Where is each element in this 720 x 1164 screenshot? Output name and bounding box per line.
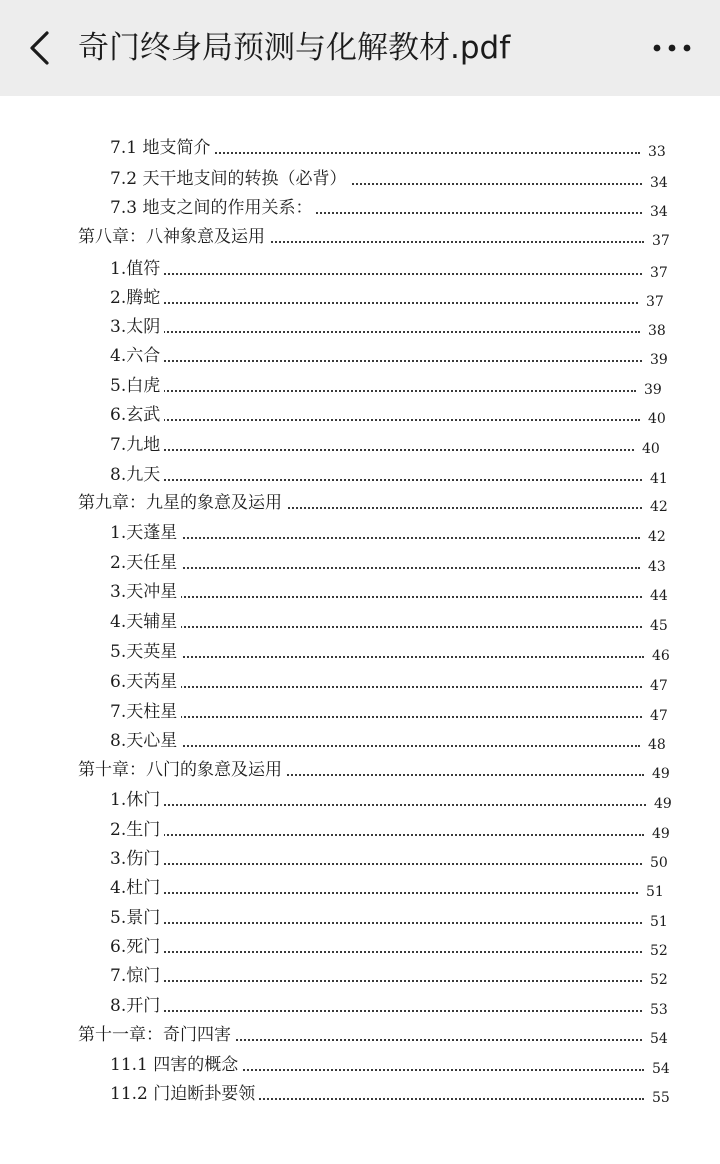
toc-entry-label: 7.3 地支之间的作用关系：: [110, 193, 316, 223]
more-dots-icon: [652, 43, 692, 53]
toc-page-number: 54: [650, 1031, 668, 1047]
toc-entry-label: 3.伤门: [110, 844, 164, 874]
toc-dot-leader: [120, 449, 634, 451]
toc-dot-leader: [120, 390, 636, 392]
toc-entry-label: 5.景门: [110, 903, 164, 933]
toc-page-number: 52: [650, 943, 668, 959]
toc-section-row[interactable]: [0, 430, 720, 460]
toc-entry-label: 11.2 门迫断卦要领: [110, 1079, 259, 1109]
toc-dot-leader: [120, 863, 642, 865]
toc-section-row[interactable]: [0, 518, 720, 548]
toc-dot-leader: [120, 1010, 642, 1012]
toc-section-row[interactable]: [0, 371, 720, 401]
toc-page-number: 47: [650, 678, 668, 694]
toc-section-row[interactable]: [0, 341, 720, 371]
toc-section-row[interactable]: [0, 1079, 720, 1109]
toc-section-row[interactable]: [0, 254, 720, 284]
toc-page-number: 39: [644, 382, 662, 398]
toc-entry-label: 1.天蓬星: [110, 518, 181, 548]
toc-entry-label: 8.开门: [110, 991, 164, 1021]
toc-dot-leader: [120, 980, 642, 982]
toc-page-number: 37: [650, 265, 668, 281]
back-button[interactable]: [14, 22, 66, 74]
toc-entry-label: 7.天柱星: [110, 697, 181, 727]
toc-page-number: 42: [650, 499, 668, 515]
toc-section-row[interactable]: [0, 193, 720, 223]
top-bar: [0, 0, 720, 97]
toc-page-number: 41: [650, 471, 668, 487]
toc-entry-label: 第十一章：奇门四害: [78, 1020, 235, 1050]
toc-entry-label: 第十章：八门的象意及运用: [78, 755, 286, 785]
toc-section-row[interactable]: [0, 932, 720, 962]
toc-dot-leader: [120, 951, 642, 953]
toc-entry-label: 7.九地: [110, 430, 164, 460]
toc-dot-leader: [120, 626, 642, 628]
toc-entry-label: 3.天冲星: [110, 577, 181, 607]
toc-chapter-row[interactable]: [0, 1020, 720, 1050]
toc-dot-leader: [120, 656, 644, 658]
toc-section-row[interactable]: [0, 607, 720, 637]
toc-entry-label: 8.天心星: [110, 726, 181, 756]
toc-page-number: 34: [650, 175, 668, 191]
toc-chapter-row[interactable]: [0, 755, 720, 785]
toc-page-number: 44: [650, 588, 668, 604]
toc-page-number: 49: [652, 766, 670, 782]
toc-entry-label: 6.玄武: [110, 400, 164, 430]
toc-page-number: 45: [650, 618, 668, 634]
toc-dot-leader: [120, 479, 642, 481]
toc-section-row[interactable]: [0, 873, 720, 903]
toc-dot-leader: [120, 922, 642, 924]
toc-page-number: 53: [650, 1002, 668, 1018]
toc-page-number: 39: [650, 352, 668, 368]
chevron-left-icon: [27, 30, 53, 66]
toc-page-number: 55: [652, 1090, 670, 1106]
toc-dot-leader: [120, 273, 642, 275]
toc-dot-leader: [120, 419, 640, 421]
toc-dot-leader: [120, 892, 638, 894]
toc-entry-label: 4.天辅星: [110, 607, 181, 637]
toc-dot-leader: [120, 716, 642, 718]
toc-dot-leader: [120, 537, 640, 539]
toc-chapter-row[interactable]: [0, 222, 720, 252]
toc-page-number: 38: [648, 323, 666, 339]
toc-section-row[interactable]: [0, 637, 720, 667]
toc-dot-leader: [120, 834, 644, 836]
toc-section-row[interactable]: [0, 726, 720, 756]
toc-dot-leader: [120, 804, 646, 806]
toc-page-number: 52: [650, 972, 668, 988]
toc-entry-label: 1.值符: [110, 254, 164, 284]
toc-section-row[interactable]: [0, 283, 720, 313]
toc-entry-label: 7.1 地支简介: [110, 133, 214, 163]
toc-chapter-row[interactable]: [0, 488, 720, 518]
toc-section-row[interactable]: [0, 133, 720, 163]
document-title: 奇门终身局预测与化解教材.pdf: [78, 30, 511, 66]
toc-entry-label: 5.白虎: [110, 371, 164, 401]
toc-page-number: 42: [648, 529, 666, 545]
toc-section-row[interactable]: [0, 460, 720, 490]
toc-entry-label: 7.2 天干地支间的转换（必背）: [110, 164, 350, 194]
toc-section-row[interactable]: [0, 577, 720, 607]
toc-section-row[interactable]: [0, 697, 720, 727]
toc-page-number: 37: [646, 294, 664, 310]
toc-section-row[interactable]: [0, 400, 720, 430]
toc-page-number: 49: [654, 796, 672, 812]
toc-page-number: 47: [650, 708, 668, 724]
toc-section-row[interactable]: [0, 548, 720, 578]
toc-dot-leader: [120, 686, 642, 688]
toc-page-number: 51: [646, 884, 664, 900]
toc-section-row[interactable]: [0, 991, 720, 1021]
toc-entry-label: 3.太阴: [110, 312, 164, 342]
toc-section-row[interactable]: [0, 164, 720, 194]
more-options-button[interactable]: [642, 22, 702, 74]
toc-page-number: 34: [650, 204, 668, 220]
toc-page-number: 46: [652, 648, 670, 664]
toc-entry-label: 7.惊门: [110, 961, 164, 991]
toc-section-row[interactable]: [0, 667, 720, 697]
toc-page-number: 54: [652, 1061, 670, 1077]
toc-page-number: 33: [648, 144, 666, 160]
toc-page-number: 40: [648, 411, 666, 427]
toc-entry-label: 1.休门: [110, 785, 164, 815]
toc-page-number: 40: [642, 441, 660, 457]
toc-dot-leader: [120, 360, 642, 362]
toc-dot-leader: [120, 745, 640, 747]
toc-page-number: 37: [652, 233, 670, 249]
toc-entry-label: 8.九天: [110, 460, 164, 490]
toc-dot-leader: [120, 302, 638, 304]
toc-entry-label: 6.天芮星: [110, 667, 181, 697]
toc-entry-label: 第九章：九星的象意及运用: [78, 488, 286, 518]
toc-entry-label: 2.腾蛇: [110, 283, 164, 313]
toc-entry-label: 2.生门: [110, 815, 164, 845]
toc-entry-label: 6.死门: [110, 932, 164, 962]
toc-section-row[interactable]: [0, 1050, 720, 1080]
toc-entry-label: 5.天英星: [110, 637, 181, 667]
toc-entry-label: 11.1 四害的概念: [110, 1050, 242, 1080]
pdf-page[interactable]: [0, 96, 720, 1164]
toc-entry-label: 4.杜门: [110, 873, 164, 903]
toc-dot-leader: [120, 567, 640, 569]
toc-section-row[interactable]: [0, 312, 720, 342]
toc-section-row[interactable]: [0, 785, 720, 815]
toc-entry-label: 4.六合: [110, 341, 164, 371]
toc-page-number: 48: [648, 737, 666, 753]
toc-entry-label: 第八章：八神象意及运用: [78, 222, 269, 252]
toc-section-row[interactable]: [0, 815, 720, 845]
toc-dot-leader: [120, 596, 642, 598]
toc-entry-label: 2.天任星: [110, 548, 181, 578]
toc-section-row[interactable]: [0, 961, 720, 991]
toc-page-number: 43: [648, 559, 666, 575]
toc-dot-leader: [120, 331, 640, 333]
toc-page-number: 49: [652, 826, 670, 842]
toc-page-number: 50: [650, 855, 668, 871]
toc-section-row[interactable]: [0, 903, 720, 933]
toc-page-number: 51: [650, 914, 668, 930]
toc-section-row[interactable]: [0, 844, 720, 874]
